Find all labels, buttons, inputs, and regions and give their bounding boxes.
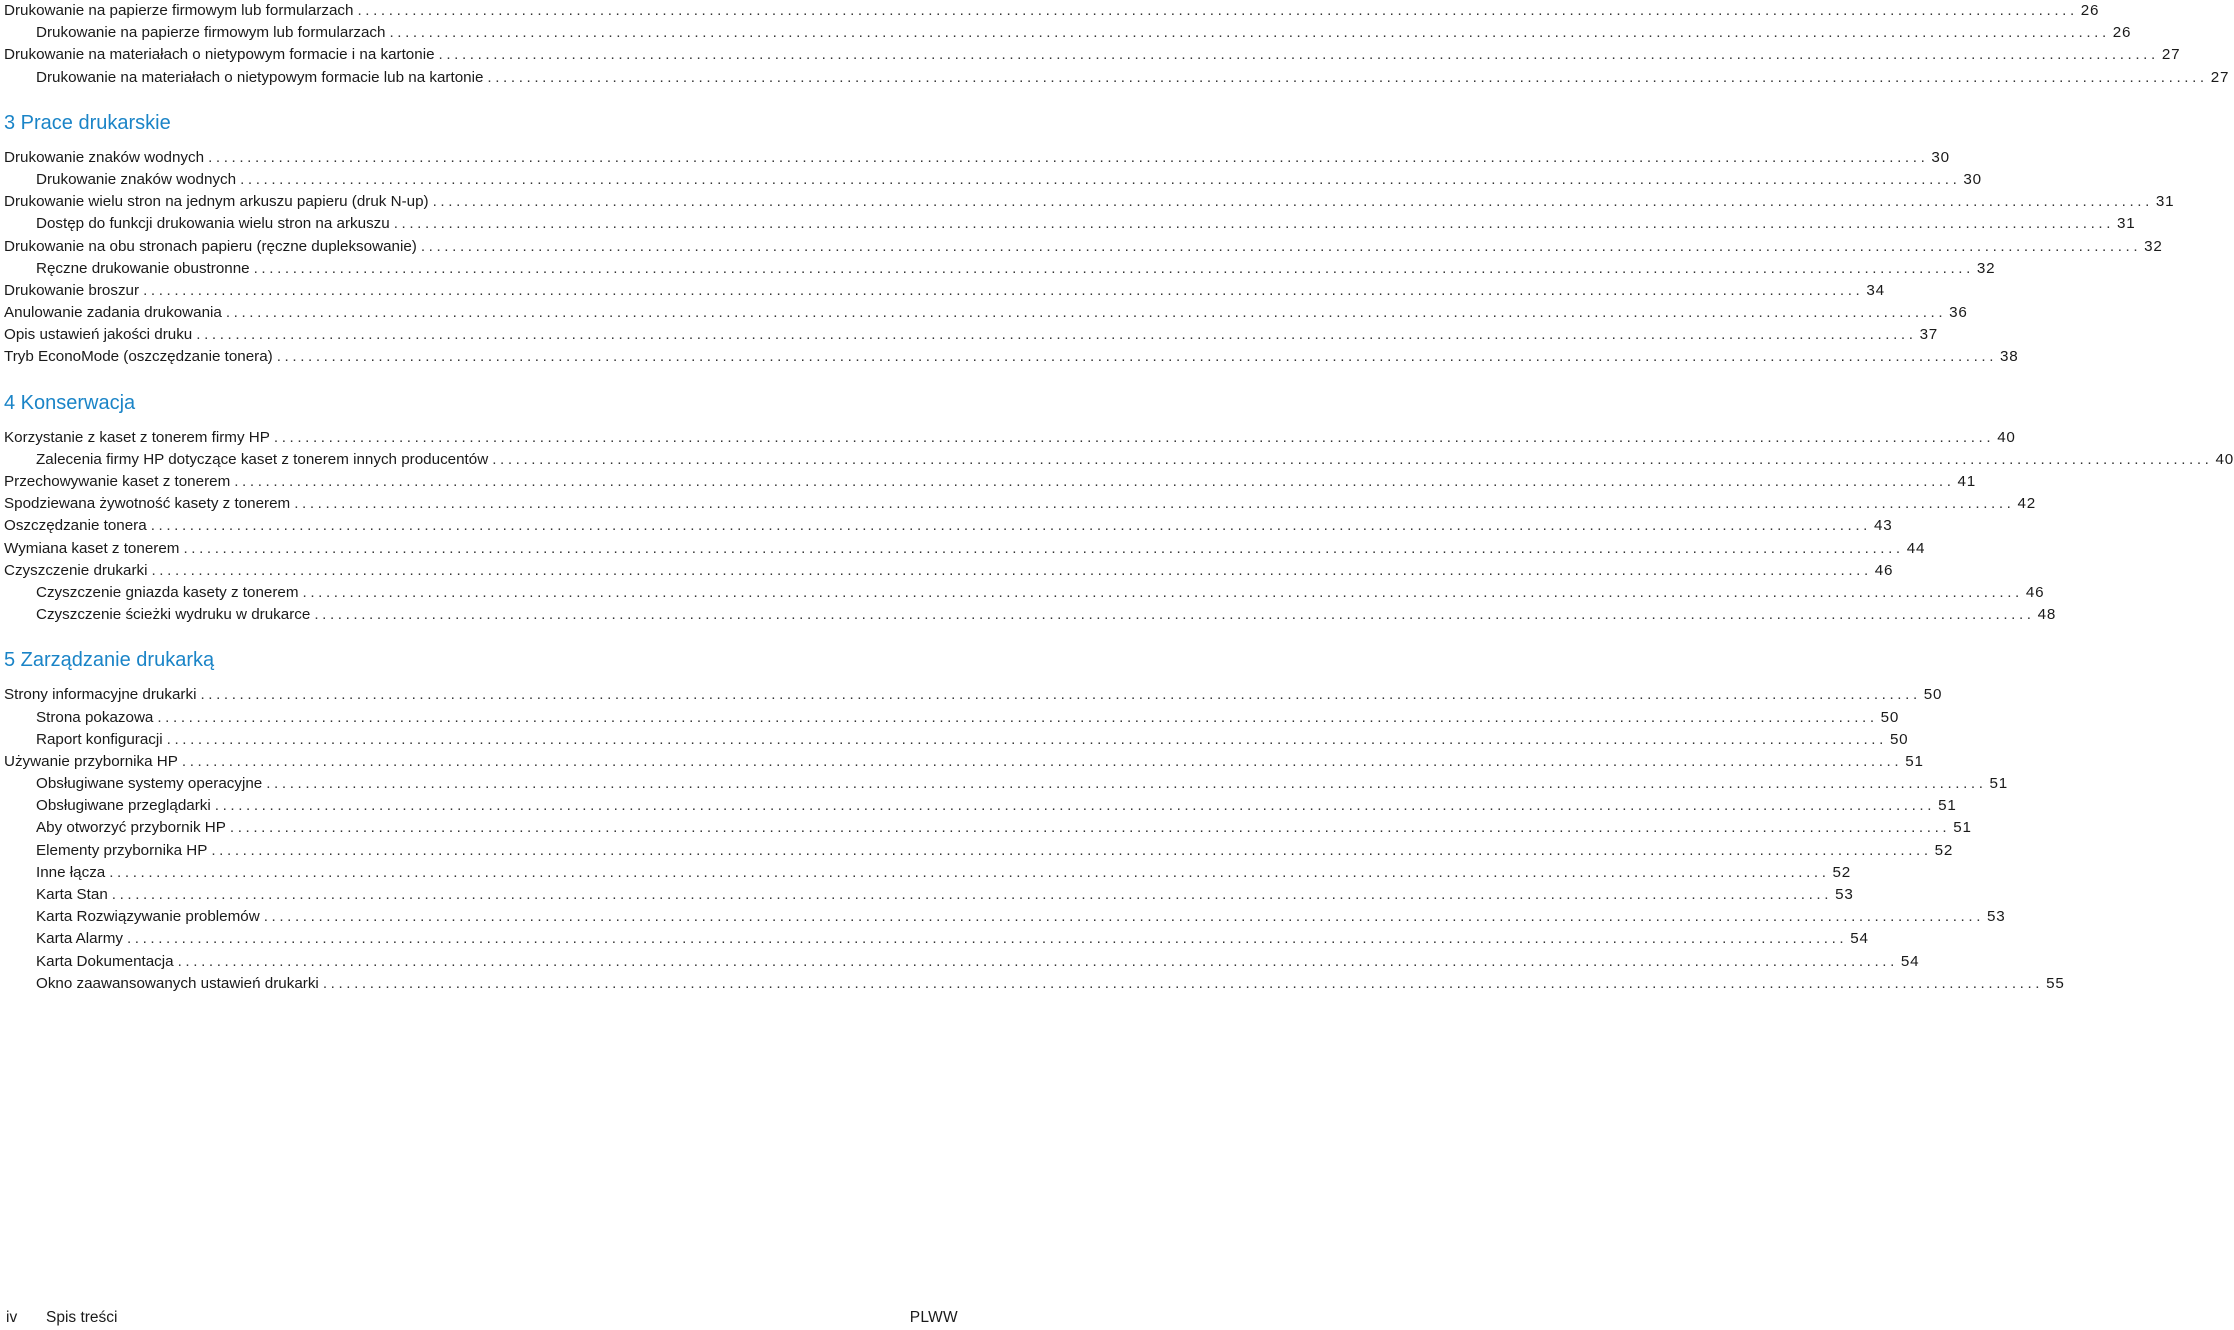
toc-entry-page-number: 52 — [1833, 862, 1852, 884]
toc-entry-page-number: 26 — [2081, 0, 2100, 22]
dot-leader: ............................................................................................................................................................................................................................ — [314, 604, 2034, 626]
toc-entry-title: Drukowanie na materiałach o nietypowym formacie i na kartonie — [4, 44, 435, 66]
chapter-heading[interactable]: 3 Prace drukarskie — [4, 103, 768, 143]
footer-document-code: PLWW — [910, 1306, 958, 1330]
toc-entry-title: Obsługiwane przeglądarki — [36, 795, 211, 817]
toc-entry[interactable] — [4, 169, 768, 191]
toc-entry[interactable] — [4, 707, 768, 729]
dot-leader: ............................................................................................................................................................................................................................ — [211, 840, 1931, 862]
toc-entry-title: Karta Dokumentacja — [36, 951, 174, 973]
dot-leader: ............................................................................................................................................................................................................................ — [167, 729, 1887, 751]
toc-entry-title: Opis ustawień jakości druku — [4, 324, 192, 346]
toc-entry-title: Karta Alarmy — [36, 928, 123, 950]
toc-entry[interactable] — [4, 67, 768, 89]
toc-entry-title: Karta Rozwiązywanie problemów — [36, 906, 260, 928]
table-of-contents — [4, 0, 768, 995]
toc-entry-page-number: 32 — [1977, 258, 1996, 280]
dot-leader: ............................................................................................................................................................................................................................ — [208, 147, 1928, 169]
toc-entry-page-number: 40 — [1997, 427, 2016, 449]
toc-entry-title: Ręczne drukowanie obustronne — [36, 258, 250, 280]
dot-leader: ............................................................................................................................................................................................................................ — [254, 258, 1974, 280]
toc-entry[interactable] — [4, 471, 768, 493]
dot-leader: ............................................................................................................................................................................................................................ — [439, 44, 2159, 66]
toc-entry-page-number: 40 — [2216, 449, 2234, 471]
toc-entry-page-number: 51 — [1990, 773, 2009, 795]
toc-entry-page-number: 36 — [1949, 302, 1968, 324]
toc-entry-page-number: 54 — [1901, 951, 1920, 973]
toc-entry[interactable] — [4, 191, 768, 213]
toc-entry[interactable] — [4, 884, 768, 906]
toc-entry-page-number: 55 — [2046, 973, 2065, 995]
dot-leader: ............................................................................................................................................................................................................................ — [487, 67, 2207, 89]
dot-leader: ............................................................................................................................................................................................................................ — [178, 951, 1898, 973]
toc-entry[interactable] — [4, 324, 768, 346]
dot-leader: ............................................................................................................................................................................................................................ — [182, 751, 1902, 773]
toc-entry-page-number: 50 — [1890, 729, 1909, 751]
dot-leader: ............................................................................................................................................................................................................................ — [151, 515, 1871, 537]
toc-entry-page-number: 30 — [1931, 147, 1950, 169]
dot-leader: ............................................................................................................................................................................................................................ — [266, 773, 1986, 795]
toc-entry-page-number: 51 — [1905, 751, 1924, 773]
toc-entry-title: Raport konfiguracji — [36, 729, 163, 751]
toc-entry[interactable] — [4, 862, 768, 884]
dot-leader: ............................................................................................................................................................................................................................ — [394, 213, 2114, 235]
chapter-section — [4, 626, 768, 684]
toc-entry-page-number: 51 — [1953, 817, 1972, 839]
toc-entry[interactable] — [4, 951, 768, 973]
toc-entry[interactable] — [4, 147, 768, 169]
toc-entry[interactable] — [4, 258, 768, 280]
toc-entry-page-number: 46 — [2026, 582, 2045, 604]
dot-leader: ............................................................................................................................................................................................................................ — [294, 493, 2014, 515]
toc-entry-title: Drukowanie znaków wodnych — [4, 147, 204, 169]
toc-entry-page-number: 54 — [1850, 928, 1869, 950]
toc-entry-title: Obsługiwane systemy operacyjne — [36, 773, 262, 795]
toc-entry-title: Czyszczenie gniazda kasety z tonerem — [36, 582, 299, 604]
toc-chapters — [4, 89, 768, 995]
toc-intro-entries — [4, 0, 768, 89]
footer-page-number: iv — [6, 1306, 17, 1330]
dot-leader: ............................................................................................................................................................................................................................ — [183, 538, 1903, 560]
toc-entry-page-number: 42 — [2018, 493, 2037, 515]
toc-entry[interactable] — [4, 302, 768, 324]
toc-entry-title: Drukowanie na obu stronach papieru (ręczne dupleksowanie) — [4, 236, 417, 258]
toc-entry-page-number: 27 — [2211, 67, 2230, 89]
dot-leader: ............................................................................................................................................................................................................................ — [151, 560, 1871, 582]
toc-entry-page-number: 46 — [1875, 560, 1894, 582]
dot-leader: ............................................................................................................................................................................................................................ — [200, 684, 1920, 706]
toc-entry-title: Drukowanie na papierze firmowym lub formularzach — [36, 22, 385, 44]
dot-leader: ............................................................................................................................................................................................................................ — [277, 346, 1997, 368]
toc-entry-page-number: 53 — [1987, 906, 2006, 928]
toc-entry-title: Aby otworzyć przybornik HP — [36, 817, 226, 839]
toc-entry-page-number: 32 — [2144, 236, 2163, 258]
page-footer — [0, 1306, 960, 1330]
toc-entry[interactable] — [4, 538, 768, 560]
toc-entry-page-number: 48 — [2038, 604, 2057, 626]
toc-entry[interactable] — [4, 906, 768, 928]
toc-entry[interactable] — [4, 449, 768, 471]
toc-entry-title: Elementy przybornika HP — [36, 840, 207, 862]
toc-entry-page-number: 30 — [1963, 169, 1982, 191]
toc-entry-title: Czyszczenie drukarki — [4, 560, 147, 582]
dot-leader: ............................................................................................................................................................................................................................ — [492, 449, 2212, 471]
dot-leader: ............................................................................................................................................................................................................................ — [357, 0, 2077, 22]
dot-leader: ............................................................................................................................................................................................................................ — [389, 22, 2109, 44]
toc-entry-page-number: 44 — [1907, 538, 1926, 560]
toc-entry-title: Wymiana kaset z tonerem — [4, 538, 179, 560]
toc-entry-title: Drukowanie wielu stron na jednym arkuszu papieru (druk N-up) — [4, 191, 429, 213]
toc-entry-page-number: 51 — [1938, 795, 1957, 817]
dot-leader: ............................................................................................................................................................................................................................ — [157, 707, 1877, 729]
toc-entry-title: Strona pokazowa — [36, 707, 153, 729]
toc-entry[interactable] — [4, 751, 768, 773]
toc-entry[interactable] — [4, 236, 768, 258]
toc-entry-title: Drukowanie na materiałach o nietypowym formacie lub na kartonie — [36, 67, 483, 89]
toc-entry[interactable] — [4, 560, 768, 582]
toc-entry[interactable] — [4, 22, 768, 44]
dot-leader: ............................................................................................................................................................................................................................ — [109, 862, 1829, 884]
toc-entry-page-number: 41 — [1958, 471, 1977, 493]
dot-leader: ............................................................................................................................................................................................................................ — [421, 236, 2141, 258]
dot-leader: ............................................................................................................................................................................................................................ — [196, 324, 1916, 346]
toc-entry[interactable] — [4, 684, 768, 706]
dot-leader: ............................................................................................................................................................................................................................ — [234, 471, 1954, 493]
chapter-heading[interactable]: 5 Zarządzanie drukarką — [4, 640, 768, 680]
dot-leader: ............................................................................................................................................................................................................................ — [215, 795, 1935, 817]
toc-entry-title: Czyszczenie ścieżki wydruku w drukarce — [36, 604, 310, 626]
toc-entry[interactable] — [4, 427, 768, 449]
toc-entry-page-number: 50 — [1881, 707, 1900, 729]
toc-entry-title: Drukowanie znaków wodnych — [36, 169, 236, 191]
toc-entry-title: Zalecenia firmy HP dotyczące kaset z tonerem innych producentów — [36, 449, 488, 471]
toc-entry-title: Strony informacyjne drukarki — [4, 684, 196, 706]
toc-entry-title: Przechowywanie kaset z tonerem — [4, 471, 230, 493]
toc-entry-page-number: 53 — [1835, 884, 1854, 906]
toc-entry-title: Karta Stan — [36, 884, 108, 906]
dot-leader: ............................................................................................................................................................................................................................ — [143, 280, 1863, 302]
chapter-heading[interactable]: 4 Konserwacja — [4, 383, 768, 423]
toc-entry-title: Drukowanie broszur — [4, 280, 139, 302]
toc-entry-page-number: 31 — [2156, 191, 2175, 213]
toc-entry-page-number: 38 — [2000, 346, 2019, 368]
toc-entry[interactable] — [4, 604, 768, 626]
dot-leader: ............................................................................................................................................................................................................................ — [127, 928, 1847, 950]
toc-entry[interactable] — [4, 729, 768, 751]
dot-leader: ............................................................................................................................................................................................................................ — [303, 582, 2023, 604]
dot-leader: ............................................................................................................................................................................................................................ — [226, 302, 1946, 324]
toc-entry-title: Korzystanie z kaset z tonerem firmy HP — [4, 427, 270, 449]
toc-entry-title: Tryb EconoMode (oszczędzanie tonera) — [4, 346, 273, 368]
toc-entry[interactable] — [4, 928, 768, 950]
toc-entry-page-number: 31 — [2117, 213, 2136, 235]
toc-entry-title: Anulowanie zadania drukowania — [4, 302, 222, 324]
toc-entry[interactable] — [4, 795, 768, 817]
toc-entry-title: Oszczędzanie tonera — [4, 515, 147, 537]
toc-entry[interactable] — [4, 44, 768, 66]
dot-leader: ............................................................................................................................................................................................................................ — [274, 427, 1994, 449]
toc-entry-page-number: 52 — [1935, 840, 1954, 862]
toc-entry-title: Inne łącza — [36, 862, 105, 884]
dot-leader: ............................................................................................................................................................................................................................ — [433, 191, 2153, 213]
toc-entry[interactable] — [4, 773, 768, 795]
toc-entry-title: Używanie przybornika HP — [4, 751, 178, 773]
toc-entry[interactable] — [4, 280, 768, 302]
toc-entry[interactable] — [4, 515, 768, 537]
toc-entry-page-number: 50 — [1924, 684, 1943, 706]
dot-leader: ............................................................................................................................................................................................................................ — [323, 973, 2043, 995]
toc-entry[interactable] — [4, 840, 768, 862]
toc-entry-page-number: 34 — [1866, 280, 1885, 302]
toc-entry[interactable] — [4, 973, 768, 995]
toc-entry[interactable] — [4, 493, 768, 515]
toc-entry[interactable] — [4, 346, 768, 368]
toc-entry[interactable] — [4, 213, 768, 235]
dot-leader: ............................................................................................................................................................................................................................ — [230, 817, 1950, 839]
toc-entry[interactable] — [4, 582, 768, 604]
chapter-section — [4, 369, 768, 427]
dot-leader: ............................................................................................................................................................................................................................ — [240, 169, 1960, 191]
toc-entry-page-number: 26 — [2113, 22, 2132, 44]
dot-leader: ............................................................................................................................................................................................................................ — [264, 906, 1984, 928]
toc-entry-page-number: 43 — [1874, 515, 1893, 537]
chapter-section — [4, 89, 768, 147]
toc-entry-title: Drukowanie na papierze firmowym lub formularzach — [4, 0, 353, 22]
toc-entry-title: Spodziewana żywotność kasety z tonerem — [4, 493, 290, 515]
footer-section-title: Spis treści — [46, 1306, 118, 1330]
toc-entry-title: Okno zaawansowanych ustawień drukarki — [36, 973, 319, 995]
toc-entry-page-number: 27 — [2162, 44, 2181, 66]
toc-entry-page-number: 37 — [1920, 324, 1939, 346]
toc-entry[interactable] — [4, 0, 768, 22]
toc-entry[interactable] — [4, 817, 768, 839]
dot-leader: ............................................................................................................................................................................................................................ — [112, 884, 1832, 906]
toc-entry-title: Dostęp do funkcji drukowania wielu stron na arkuszu — [36, 213, 390, 235]
